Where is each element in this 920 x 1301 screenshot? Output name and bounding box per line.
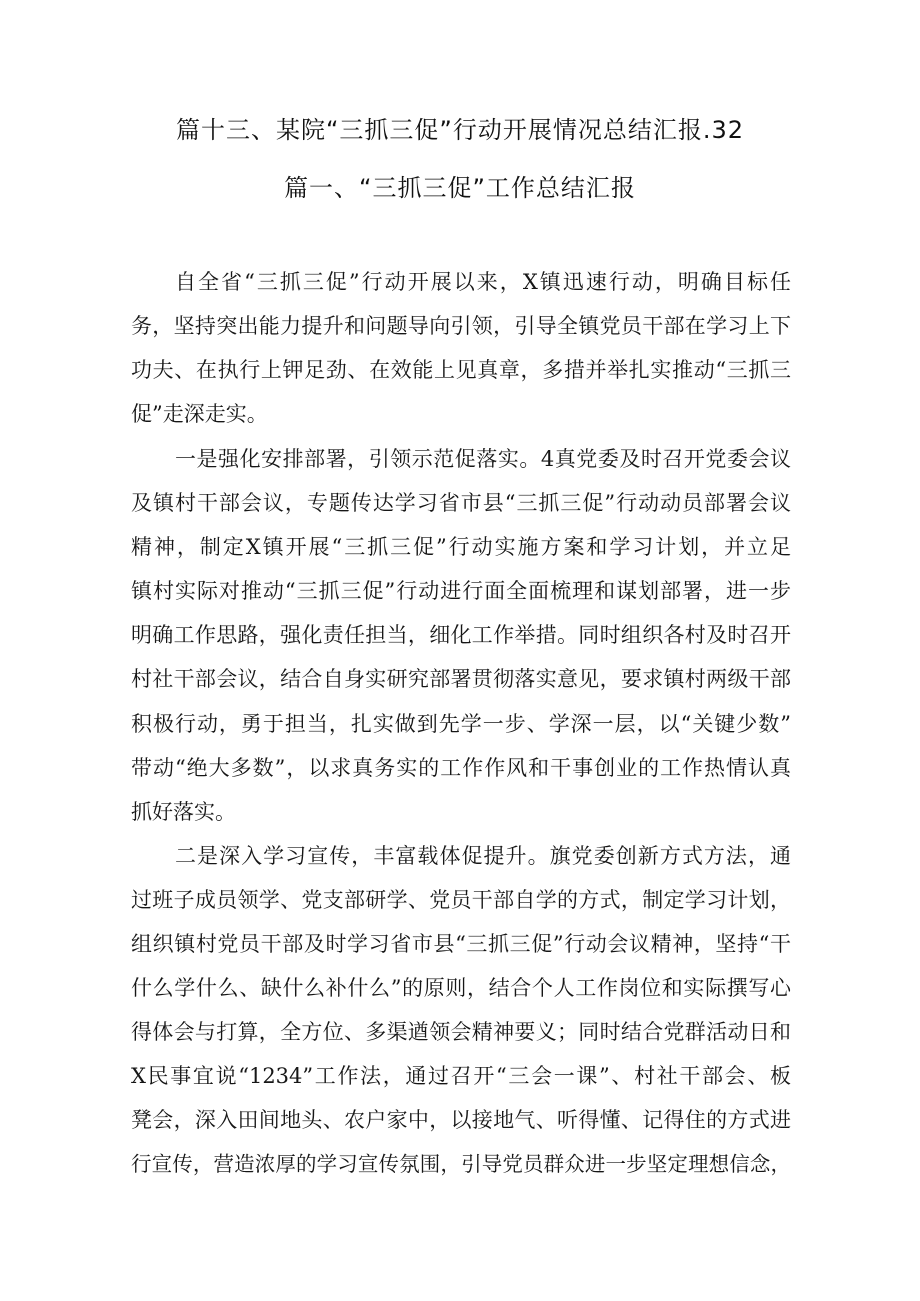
paragraph-line: 过班子成员领学、党支部研学、党员干部自学的方式，制定学习计划，	[131, 888, 791, 912]
paragraph-line: 抓好落实。	[131, 800, 236, 824]
paragraph-line: 精神，制定X镇开展“三抓三促”行动实施方案和学习计划，并立足	[131, 535, 791, 559]
paragraph-line: 带动“绝大多数”，以求真务实的工作作风和干事创业的工作热情认真	[131, 756, 791, 780]
toc-entry: 篇十三、某院“三抓三促”行动开展情况总结汇报.32	[175, 116, 745, 144]
paragraph-line: 凳会，深入田间地头、农户家中，以接地气、听得懂、记得住的方式进	[131, 1108, 791, 1132]
paragraph-line: 积极行动，勇于担当，扎实做到先学一步、学深一层，以“关键少数”	[131, 712, 791, 736]
paragraph-line: 一是强化安排部署，引领示范促落实。4真党委及时召开党委会议	[175, 447, 791, 471]
paragraph-line: 村社干部会议，结合自身实研究部署贯彻落实意见，要求镇村两级干部	[131, 667, 791, 691]
paragraph-line: 自全省“三抓三促”行动开展以来，X镇迅速行动，明确目标任	[175, 270, 791, 294]
paragraph-line: X民事宜说“1234”工作法，通过召开“三会一课”、村社干部会、板	[131, 1064, 791, 1088]
paragraph-line: 得体会与打算，全方位、多渠遒领会精神要义；同时结合党群活动日和	[131, 1020, 791, 1044]
paragraph-line: 什么学什么、缺什么补什么”的原则，结合个人工作岗位和实际撰写心	[131, 976, 791, 1000]
paragraph-line: 组织镇村党员干部及时学习省市县“三抓三促”行动会议精神，坚持“干	[131, 932, 791, 956]
paragraph-line: 务，坚持突出能力提升和问题导向引领，引导全镇党员干部在学习上下	[131, 314, 791, 338]
paragraph-line: 行宣传，营造浓厚的学习宣传氛围，引导党员群众进一步坚定理想信念，	[131, 1152, 791, 1176]
paragraph-line: 及镇村干部会议，专题传达学习省市县“三抓三促”行动动员部署会议	[131, 491, 791, 515]
section-title: 篇一、“三抓三促”工作总结汇报	[284, 174, 636, 202]
paragraph-line: 二是深入学习宣传，丰富载体促提升。旗党委创新方式方法，通	[175, 844, 791, 868]
paragraph-line: 镇村实际对推动“三抓三促”行动进行面全面梳理和谋划部署，进一步	[131, 579, 791, 603]
paragraph-line: 功夫、在执行上钾足劲、在效能上见真章，多措并举扎实推动“三抓三	[131, 358, 791, 382]
paragraph-line: 促”走深走实。	[131, 402, 268, 426]
paragraph-line: 明确工作思路，强化责任担当，细化工作举措。同时组织各村及时召开	[131, 623, 791, 647]
